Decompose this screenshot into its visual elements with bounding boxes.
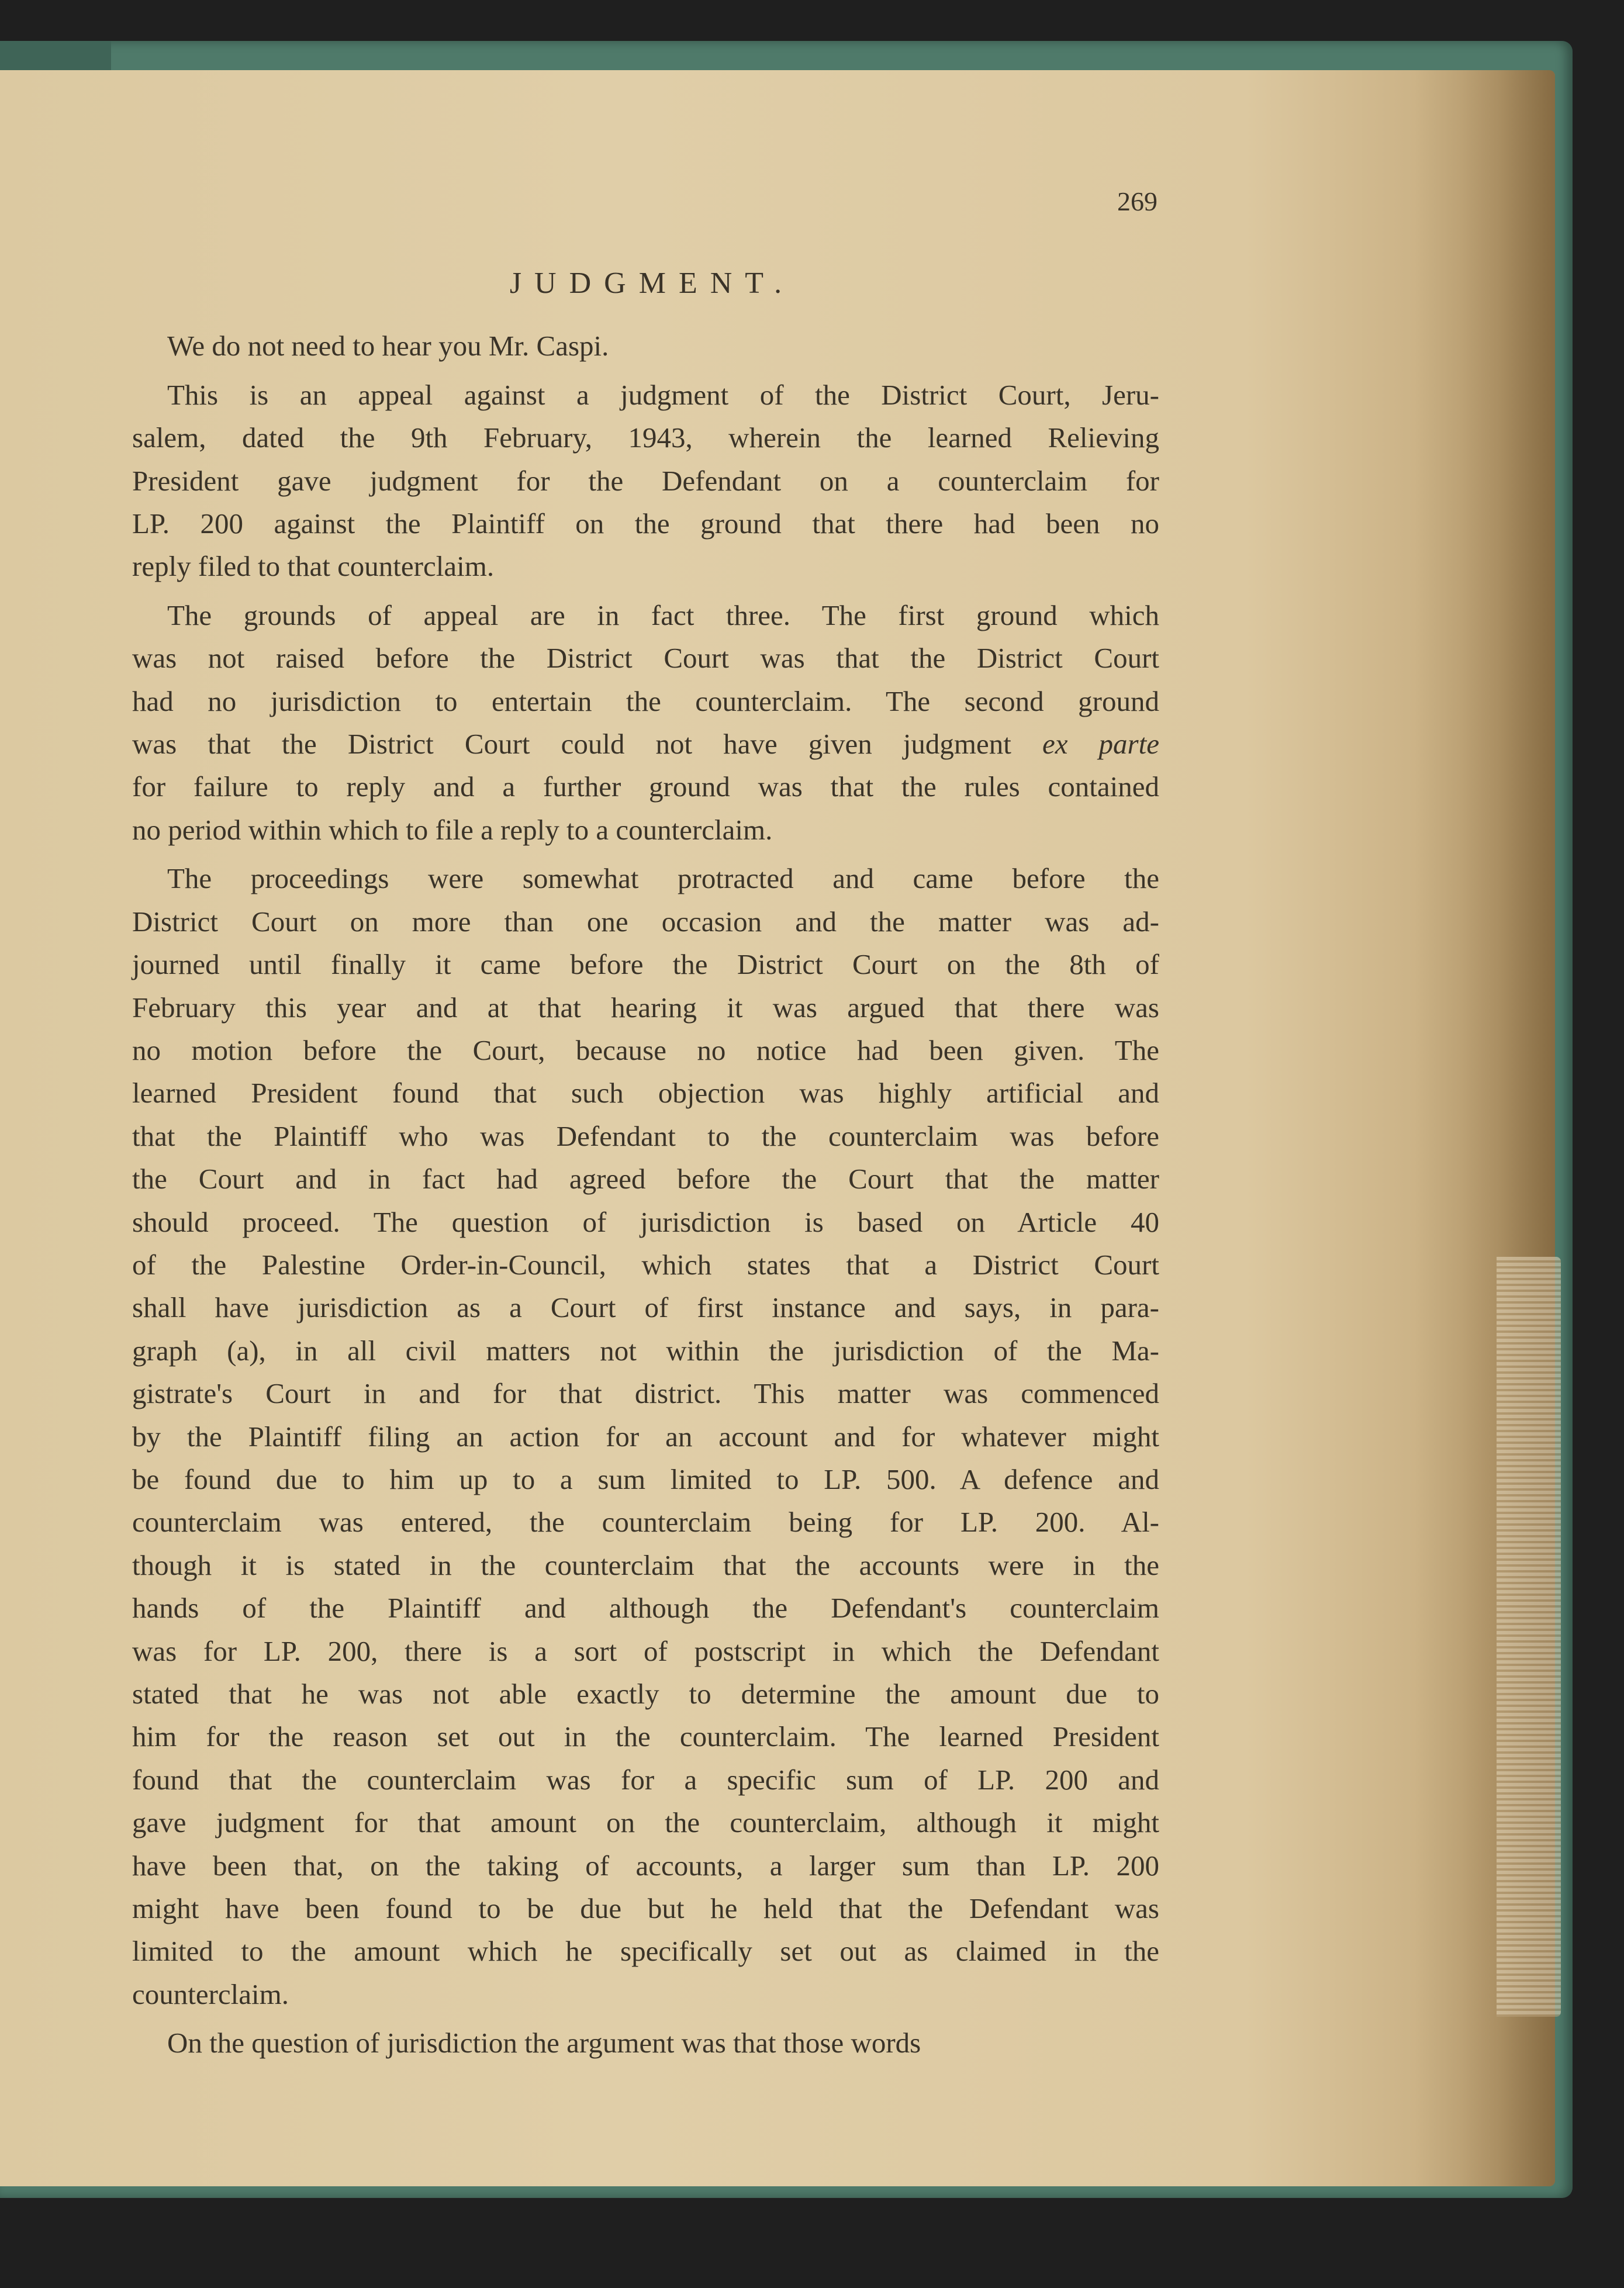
text-line: the Court and in fact had agreed before the Court that the matter [132, 1163, 1159, 1195]
judgment-heading: JUDGMENT. [509, 267, 795, 300]
text-line: gistrate's Court in and for that district. This matter was commenced [132, 1377, 1159, 1410]
text-line: LP. 200 against the Plaintiff on the ground that there had been no [132, 507, 1159, 540]
text-line: District Court on more than one occasion and the matter was ad- [132, 905, 1159, 938]
text-line: though it is stated in the counterclaim that the accounts were in the [132, 1549, 1159, 1581]
paragraph [132, 324, 1159, 367]
text-line: hands of the Plaintiff and although the Defendant's counterclaim [132, 1592, 1159, 1625]
text-line: be found due to him up to a sum limited to LP. 500. A defence and [132, 1463, 1159, 1495]
text-line: found that the counterclaim was for a specific sum of LP. 200 and [132, 1763, 1159, 1796]
text-line: counterclaim. [132, 1978, 289, 2010]
text-line: stated that he was not able exactly to determine the amount due to [132, 1678, 1159, 1710]
text-line: graph (a), in all civil matters not within the jurisdiction of the Ma- [132, 1334, 1159, 1367]
text-line: have been that, on the taking of accounts, a larger sum than LP. 200 [132, 1849, 1159, 1882]
text-line: journed until finally it came before the District Court on the 8th of [132, 948, 1159, 981]
text-line: counterclaim was entered, the counterclaim being for LP. 200. Al- [132, 1506, 1159, 1539]
text-line: President gave judgment for the Defendant on a counterclaim for [132, 464, 1159, 497]
paragraph [132, 2021, 1159, 2064]
text-line: learned President found that such objection was highly artificial and [132, 1077, 1159, 1110]
text-line: shall have jurisdiction as a Court of first instance and says, in para- [132, 1291, 1159, 1324]
paragraph [132, 594, 1159, 851]
text-line: for failure to reply and a further ground was that the rules contained [132, 770, 1159, 803]
text-line: might have been found to be due but he held that the Defendant was [132, 1892, 1159, 1925]
cover-binding-edge [0, 41, 111, 70]
text-line: was for LP. 200, there is a sort of postscript in which the Defendant [132, 1634, 1159, 1667]
text-line: We do not need to hear you Mr. Caspi. [167, 330, 609, 362]
text-line: should proceed. The question of jurisdiction is based on Article 40 [132, 1205, 1159, 1238]
text-line: him for the reason set out in the counterclaim. The learned President [132, 1720, 1159, 1753]
text-line: This is an appeal against a judgment of the District Court, Jeru- [167, 378, 1159, 411]
text-line: reply filed to that counterclaim. [132, 550, 495, 583]
text-line: no period within which to file a reply to a counterclaim. [132, 813, 773, 846]
text-line: February this year and at that hearing it was argued that there was [132, 991, 1159, 1024]
text-line: by the Plaintiff filing an action for an account and for whatever might [132, 1420, 1159, 1453]
text-line: no motion before the Court, because no notice had been given. The [132, 1034, 1159, 1066]
text-line: of the Palestine Order-in-Council, which states that a District Court [132, 1248, 1159, 1281]
paragraph [132, 374, 1159, 588]
text-line: was that the District Court could not have given judgment ex parte [132, 728, 1159, 761]
text-line: had no jurisdiction to entertain the counterclaim. The second ground [132, 685, 1159, 717]
text-line: gave judgment for that amount on the counterclaim, although it might [132, 1806, 1159, 1839]
page-number: 269 [1117, 186, 1157, 216]
text-line: was not raised before the District Court was that the District Court [132, 642, 1159, 675]
page-worn-edge [1497, 1257, 1561, 2017]
page-text [132, 193, 1159, 2071]
text-line: The grounds of appeal are in fact three. The first ground which [167, 599, 1159, 631]
text-line: The proceedings were somewhat protracted and came before the [167, 862, 1159, 895]
text-line: that the Plaintiff who was Defendant to the counterclaim was before [132, 1119, 1159, 1152]
paragraph [132, 857, 1159, 2016]
text-line: On the question of jurisdiction the argument was that those words [167, 2027, 921, 2059]
text-line: salem, dated the 9th February, 1943, wherein the learned Relieving [132, 421, 1159, 454]
judgment-body [132, 324, 1159, 2064]
text-line: limited to the amount which he specifically set out as claimed in the [132, 1935, 1159, 1968]
